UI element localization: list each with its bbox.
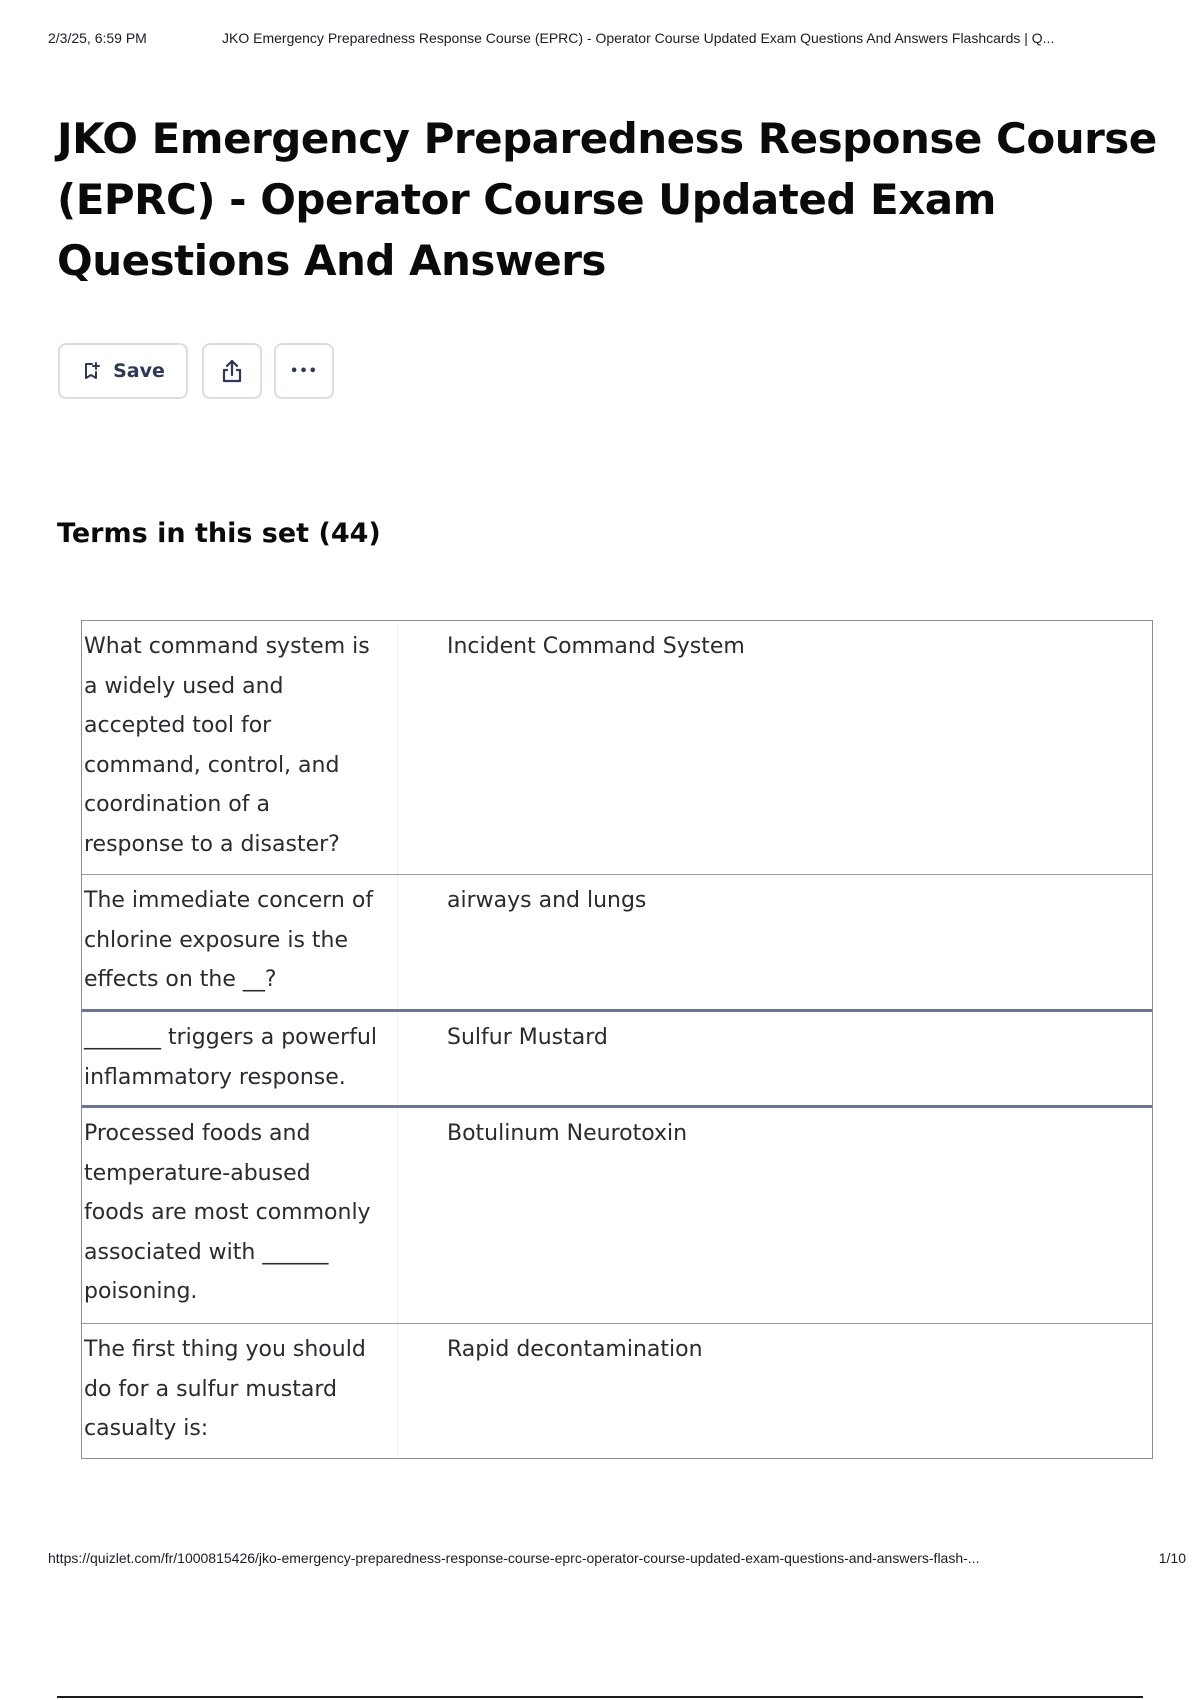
share-button[interactable] xyxy=(202,343,262,399)
definition-cell: airways and lungs xyxy=(447,888,647,913)
term-cell: _______ triggers a powerful inflammatory response. xyxy=(82,1012,398,1105)
print-document-title: JKO Emergency Preparedness Response Course (EPRC) - Operator Course Updated Exam Questions And Answers Flashcards | Q... xyxy=(222,30,1055,46)
definition-cell: Sulfur Mustard xyxy=(447,1025,608,1050)
definition-cell: Botulinum Neurotoxin xyxy=(447,1121,688,1146)
bookmark-add-icon xyxy=(81,361,101,381)
definition-cell: Rapid decontamination xyxy=(447,1337,703,1362)
table-row xyxy=(82,621,1152,875)
share-icon xyxy=(218,357,246,385)
term-cell: Processed foods and temperature-abused foods are most commonly associated with ______ poisoning. xyxy=(82,1108,398,1323)
term-cell: The immediate concern of chlorine exposure is the effects on the __? xyxy=(82,875,398,1009)
term-cell: What command system is a widely used and accepted tool for command, control, and coordination of a response to a disaster? xyxy=(82,621,398,874)
more-options-button[interactable] xyxy=(274,343,334,399)
term-cell: The first thing you should do for a sulfur mustard casualty is: xyxy=(82,1324,398,1458)
print-footer xyxy=(48,1550,1186,1570)
definition-cell: Incident Command System xyxy=(447,634,745,659)
save-button[interactable] xyxy=(58,343,188,399)
terms-heading: Terms in this set (44) xyxy=(57,518,381,549)
table-row xyxy=(82,1108,1152,1324)
divider xyxy=(57,1696,1143,1698)
table-row xyxy=(82,1012,1152,1108)
print-url: https://quizlet.com/fr/1000815426/jko-emergency-preparedness-response-course-eprc-operator-course-updated-exam-questions-and-answers-flash-... xyxy=(48,1550,980,1566)
terms-table xyxy=(81,620,1153,1459)
more-options-icon: ••• xyxy=(290,363,318,379)
table-row xyxy=(82,1324,1152,1458)
page-title: JKO Emergency Preparedness Response Course (EPRC) - Operator Course Updated Exam Questions And Answers xyxy=(57,114,1157,285)
save-button-label: Save xyxy=(113,360,165,382)
page-number: 1/10 xyxy=(1158,1550,1186,1566)
table-row xyxy=(82,875,1152,1012)
print-header xyxy=(48,30,1186,50)
print-date: 2/3/25, 6:59 PM xyxy=(48,30,147,46)
